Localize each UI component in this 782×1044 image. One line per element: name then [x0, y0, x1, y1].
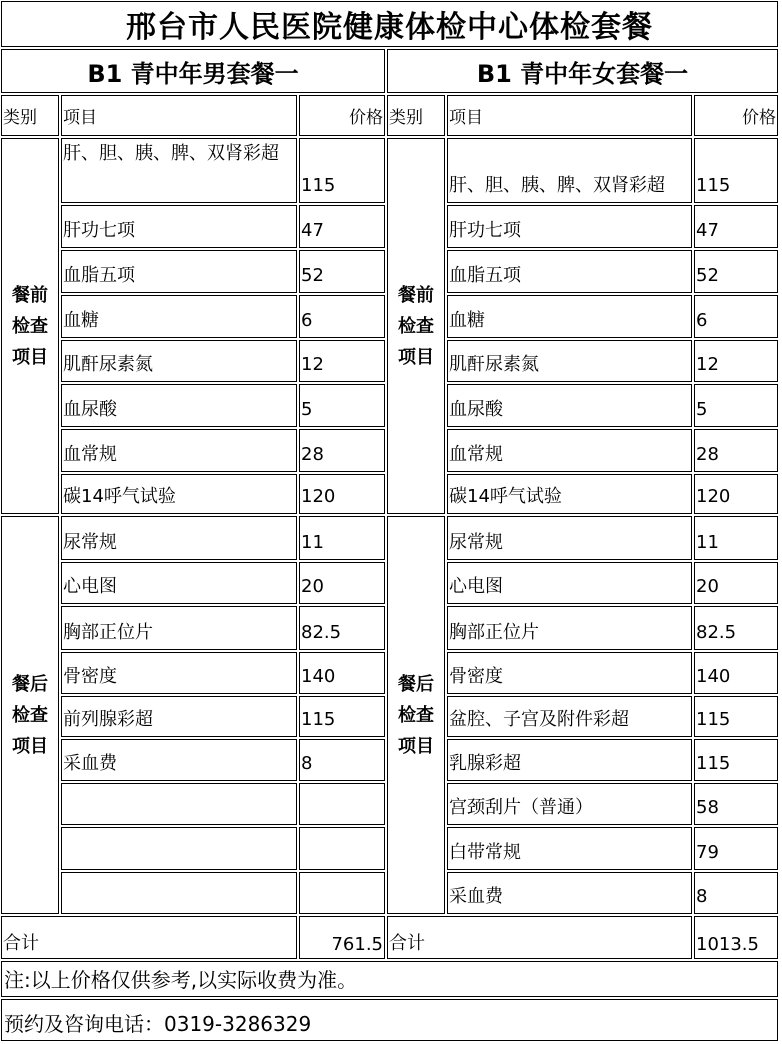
- category-label: 餐后 检查 项目: [398, 673, 434, 757]
- item-price: 5: [299, 384, 385, 427]
- item-name: 骨密度: [447, 652, 692, 694]
- female-header-price: 价格: [694, 95, 778, 136]
- item-price: 82.5: [694, 606, 778, 650]
- item-price: 140: [694, 652, 778, 694]
- contact-phone: 预约及咨询电话：0319-3286329: [1, 999, 778, 1041]
- item-name: 胸部正位片: [61, 606, 297, 650]
- male-pre-meal-category: [1, 138, 59, 514]
- item-name: [61, 783, 297, 825]
- item-name: 血尿酸: [61, 384, 297, 427]
- male-post-meal-category: [1, 516, 59, 914]
- item-price: 12: [299, 340, 385, 382]
- item-price: 140: [299, 652, 385, 694]
- item-name: 血糖: [447, 295, 692, 338]
- male-total-label: 合计: [1, 916, 297, 959]
- female-package-heading: B1 青中年女套餐一: [387, 49, 778, 93]
- item-price: 5: [694, 384, 778, 427]
- category-label: 餐前 检查 项目: [12, 284, 48, 368]
- item-name: [61, 872, 297, 914]
- item-name: 肝功七项: [447, 205, 692, 248]
- item-name: 心电图: [447, 562, 692, 604]
- item-name: 乳腺彩超: [447, 739, 692, 781]
- item-name: 血尿酸: [447, 384, 692, 427]
- item-price: 52: [299, 250, 385, 293]
- item-price: 120: [299, 474, 385, 514]
- female-header-category: 类别: [387, 95, 445, 136]
- item-price: 8: [694, 872, 778, 914]
- item-price: 115: [694, 138, 778, 203]
- item-name: 心电图: [61, 562, 297, 604]
- item-name: 碳14呼气试验: [61, 474, 297, 514]
- item-name: 尿常规: [61, 516, 297, 560]
- item-price: 47: [694, 205, 778, 248]
- item-price: 6: [299, 295, 385, 338]
- item-price: 79: [694, 827, 778, 870]
- item-name: [61, 827, 297, 870]
- item-price: [299, 827, 385, 870]
- item-price: 115: [299, 696, 385, 737]
- item-name: 血常规: [61, 429, 297, 472]
- item-name: 采血费: [61, 739, 297, 781]
- male-total-value: 761.5: [299, 916, 385, 959]
- item-name: 碳14呼气试验: [447, 474, 692, 514]
- category-label: 餐后 检查 项目: [12, 673, 48, 757]
- item-name: 肌酐尿素氮: [61, 340, 297, 382]
- price-note: 注:以上价格仅供参考,以实际收费为准。: [1, 961, 778, 997]
- item-price: 28: [694, 429, 778, 472]
- item-price: 58: [694, 783, 778, 825]
- item-name: 骨密度: [61, 652, 297, 694]
- item-price: 115: [694, 739, 778, 781]
- female-header-item: 项目: [447, 95, 692, 136]
- male-header-item: 项目: [61, 95, 297, 136]
- item-price: 11: [299, 516, 385, 560]
- item-price: 120: [694, 474, 778, 514]
- item-name: 血常规: [447, 429, 692, 472]
- male-header-price: 价格: [299, 95, 385, 136]
- item-price: [299, 783, 385, 825]
- item-name: 血脂五项: [61, 250, 297, 293]
- item-name: 肝功七项: [61, 205, 297, 248]
- item-name: 肌酐尿素氮: [447, 340, 692, 382]
- item-price: 11: [694, 516, 778, 560]
- item-price: 20: [299, 562, 385, 604]
- item-name: 宫颈刮片（普通）: [447, 783, 692, 825]
- male-package-heading: B1 青中年男套餐一: [1, 49, 385, 93]
- item-name: 胸部正位片: [447, 606, 692, 650]
- page-title: 邢台市人民医院健康体检中心体检套餐: [1, 1, 778, 47]
- item-price: 82.5: [299, 606, 385, 650]
- item-name: 白带常规: [447, 827, 692, 870]
- item-price: 12: [694, 340, 778, 382]
- item-name: 盆腔、子宫及附件彩超: [447, 696, 692, 737]
- item-price: 6: [694, 295, 778, 338]
- item-price: 20: [694, 562, 778, 604]
- item-name: 肝、胆、胰、脾、双肾彩超: [61, 138, 297, 203]
- female-total-label: 合计: [387, 916, 692, 959]
- item-name: 尿常规: [447, 516, 692, 560]
- item-price: 28: [299, 429, 385, 472]
- item-price: 8: [299, 739, 385, 781]
- female-pre-meal-category: [387, 138, 445, 514]
- category-label: 餐前 检查 项目: [398, 284, 434, 368]
- item-price: 115: [299, 138, 385, 203]
- item-price: [299, 872, 385, 914]
- item-name: 血糖: [61, 295, 297, 338]
- item-price: 115: [694, 696, 778, 737]
- item-price: 47: [299, 205, 385, 248]
- female-post-meal-category: [387, 516, 445, 914]
- female-total-value: 1013.5: [694, 916, 778, 959]
- item-name: 前列腺彩超: [61, 696, 297, 737]
- item-name: 肝、胆、胰、脾、双肾彩超: [447, 138, 692, 203]
- item-name: 血脂五项: [447, 250, 692, 293]
- item-price: 52: [694, 250, 778, 293]
- item-name: 采血费: [447, 872, 692, 914]
- male-header-category: 类别: [1, 95, 59, 136]
